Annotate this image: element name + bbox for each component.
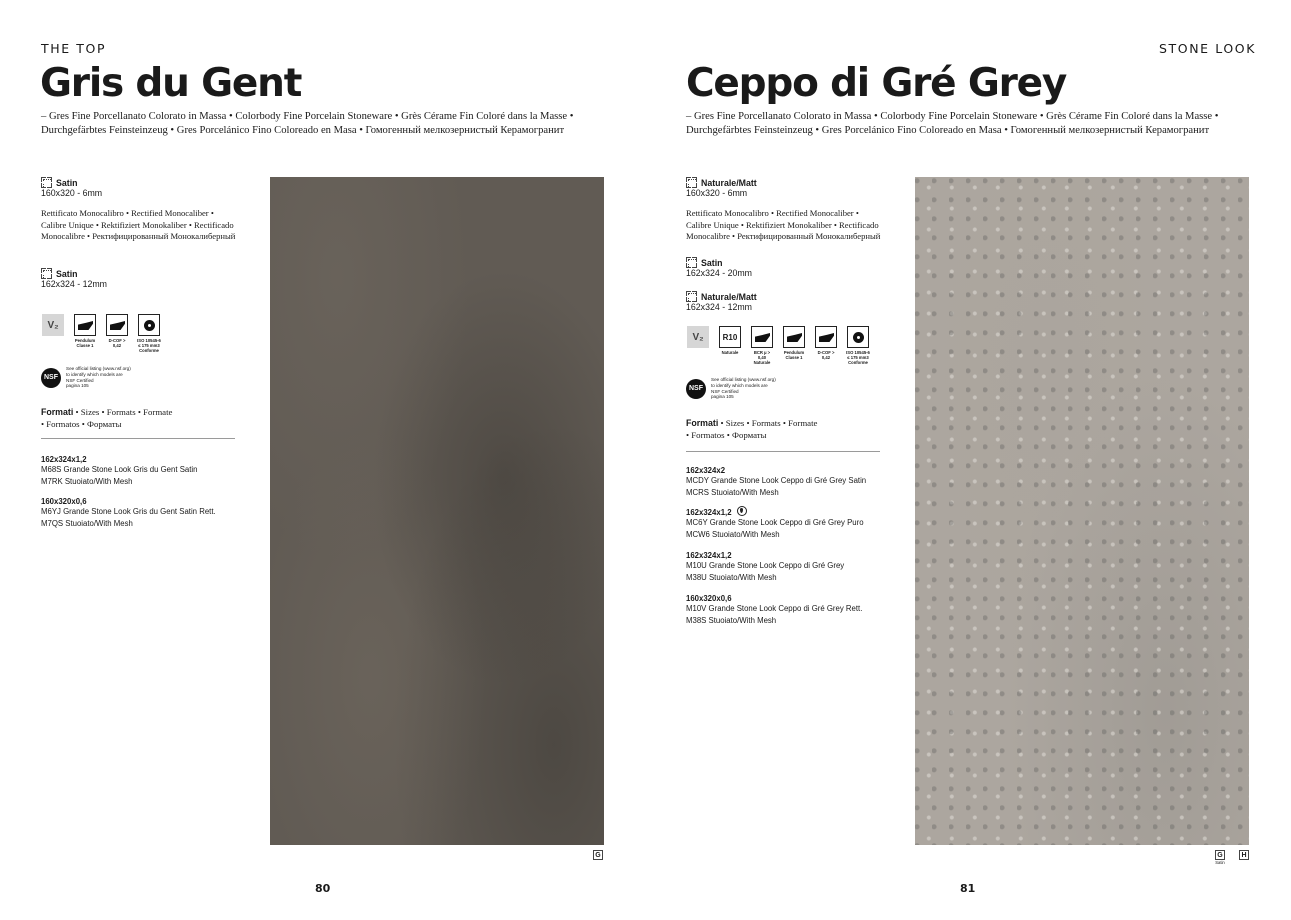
nsf-line: pagina 105 [711,394,734,400]
right-page-title: Ceppo di Gré Grey [686,61,1067,106]
product-line: M68S Grande Stone Look Gris du Gent Satin [41,465,198,474]
cert-iso [137,314,161,353]
finish-note [686,208,880,243]
product-size: 162x324x2 [686,466,726,475]
finish-note-line: Monocalibre • Ректифицированный Монокалиберный [686,231,881,241]
right-product-list [686,466,866,626]
finish-tag: H [1239,850,1249,860]
nsf-text [66,366,131,389]
left-page-title: Gris du Gent [40,61,302,106]
finish-grid-icon [41,177,52,188]
left-cert-row [41,314,161,353]
right-nsf [686,377,776,400]
right-kicker: STONE LOOK [1159,41,1257,56]
left-subtitle-line: – Gres Fine Porcellanato Colorato in Massa • Colorbody Fine Porcelain Stoneware • Grès Cérame Fin Coloré dans la Masse • [41,111,574,122]
cert-dcof [814,326,838,365]
cert-bcr [750,326,774,365]
product-size: 160x320x0,6 [41,497,87,506]
right-subtitle [686,110,1250,138]
product-line: M6YJ Grande Stone Look Gris du Gent Satin Rett. [41,507,216,516]
nsf-line: See official listing (www.nsf.org) [66,366,131,371]
formati-line1: • Sizes • Formats • Formate [73,407,173,417]
finish-name: Satin [701,257,723,268]
cert-caption: ISO 10545-6 ≤ 175 mm3 Conforme [846,350,870,365]
product-line: M7RK Stuoiato/With Mesh [41,476,133,486]
nsf-logo-icon: NSF [686,379,706,399]
finish-grid-icon [686,291,697,302]
page-number: 81 [960,882,976,895]
cert-caption: Naturale [721,350,739,355]
right-subtitle-line: Durchgefärbtes Feinsteinzeug • Gres Porcelánico Fino Coloreado en Masa • Гомогенный мелкозернистый Керамогранит [686,125,1210,136]
finish-size: 162x324 - 12mm [41,279,108,289]
finish-note-line: Monocalibre • Ректифицированный Монокалиберный [41,231,236,241]
product-line: M10V Grande Stone Look Ceppo di Gré Grey Rett. [686,604,863,613]
product-size: 160x320x0,6 [686,594,732,603]
cert-iso [846,326,870,365]
slip-shoe-icon [815,326,837,348]
nsf-text [711,377,776,400]
product-entry [686,506,866,540]
finish-grid-icon [41,268,52,279]
formati-label: Formati [41,407,74,417]
finish-name: Satin [56,177,78,188]
cert-shade [41,314,65,353]
product-line: M38U Stuoiato/With Mesh [686,572,777,582]
cert-shade [686,326,710,365]
abrasion-disc-icon [847,326,869,348]
cert-caption: Pendulum Classe 1 [74,338,96,348]
cert-dcof [105,314,129,353]
left-subtitle [41,110,605,138]
nsf-line: NSF Certified [711,388,739,394]
product-line: MCDY Grande Stone Look Ceppo di Gré Grey Satin [686,476,867,485]
cert-caption: D-COF > 0,42 [108,338,126,348]
cert-r10 [718,326,742,365]
finish-name: Naturale/Matt [701,177,757,188]
left-nsf [41,366,131,389]
product-entry [41,497,216,529]
product-entry [686,551,866,583]
left-divider [41,438,235,439]
formati-line1: • Sizes • Formats • Formate [718,418,818,428]
finish-size: 162x324 - 12mm [686,302,753,312]
finish-note-line: Calibre Unique • Rektifiziert Monokaliber • Rectificado [41,219,234,230]
left-product-list [41,455,216,529]
nsf-line: See official listing (www.nsf.org) [711,377,776,382]
shade-variation-icon: V₂ [42,314,64,336]
finish-grid-icon [686,177,697,188]
left-finish-2 [41,268,107,289]
product-line: MC6Y Grande Stone Look Ceppo di Gré Grey Puro [686,518,864,527]
nsf-line: to identify which models are [711,382,768,388]
left-finish-1 [41,177,235,243]
product-size-row [686,506,866,517]
product-size: 162x324x1,2 [686,551,732,560]
right-subtitle-line: – Gres Fine Porcellanato Colorato in Massa • Colorbody Fine Porcelain Stoneware • Grès Cérame Fin Coloré dans la Masse • [686,111,1219,122]
finish-name: Naturale/Matt [701,291,757,302]
finish-note-line: Rettificato Monocalibro • Rectified Monocaliber • [686,208,859,218]
formati-line2: • Formatos • Форматы [686,429,767,440]
product-line: MCW6 Stuoiato/With Mesh [686,529,780,539]
cert-pendulum [73,314,97,353]
finish-size: 162x324 - 20mm [686,268,753,278]
formati-label: Formati [686,418,719,428]
product-size: 162x324x1,2 [686,508,732,517]
finish-tag: G [593,850,603,860]
gris-du-gent-slab-image [270,177,604,845]
right-cert-row [686,326,870,365]
right-formati [686,418,817,441]
abrasion-disc-icon [138,314,160,336]
product-entry [686,594,866,626]
left-subtitle-line: Durchgefärbtes Feinsteinzeug • Gres Porcelánico Fino Coloreado en Masa • Гомогенный мелкозернистый Керамогранит [41,125,565,136]
shade-variation-icon: V₂ [687,326,709,348]
finish-size: 160x320 - 6mm [41,188,103,198]
r10-rating-icon: R10 [719,326,741,348]
slip-shoe-icon [74,314,96,336]
left-kicker: THE TOP [41,41,107,56]
left-formati [41,407,172,430]
water-drop-icon [737,506,747,516]
right-finish-2 [686,257,752,278]
product-entry [41,455,216,487]
product-line: MCRS Stuoiato/With Mesh [686,487,779,497]
nsf-line: pagina 105 [66,383,89,389]
right-finish-1 [686,177,880,243]
ceppo-di-gre-grey-slab-image [915,177,1249,845]
right-divider [686,451,880,452]
page-number: 80 [315,882,331,895]
finish-tag: G [1215,850,1225,860]
nsf-logo-icon: NSF [41,368,61,388]
cert-caption: ISO 10545-6 ≤ 175 mm3 Conforme [137,338,161,353]
cert-caption: BCR µ > 0,40 Naturale [753,350,771,365]
slip-shoe-icon [783,326,805,348]
slip-shoe-icon [106,314,128,336]
nsf-line: NSF Certified [66,377,94,383]
formati-line2: • Formatos • Форматы [41,418,122,429]
finish-grid-icon [686,257,697,268]
product-entry [686,466,866,498]
finish-name: Satin [56,268,78,279]
slip-shoe-icon [751,326,773,348]
cert-caption: Pendulum Classe 1 [783,350,805,360]
cert-caption: D-COF > 0,42 [817,350,835,360]
product-line: M7QS Stuoiato/With Mesh [41,518,133,528]
finish-note-line: Calibre Unique • Rektifiziert Monokaliber • Rectificado [686,219,879,230]
product-size: 162x324x1,2 [41,455,87,464]
nsf-line: to identify which models are [66,371,123,377]
product-line: M38S Stuoiato/With Mesh [686,615,777,625]
finish-tag-group [1215,850,1225,865]
finish-note [41,208,235,243]
cert-pendulum [782,326,806,365]
finish-note-line: Rettificato Monocalibro • Rectified Monocaliber • [41,208,214,218]
product-line: M10U Grande Stone Look Ceppo di Gré Grey [686,561,845,570]
finish-tag-caption: Satin [1215,860,1225,865]
finish-size: 160x320 - 6mm [686,188,748,198]
right-finish-3 [686,291,757,312]
